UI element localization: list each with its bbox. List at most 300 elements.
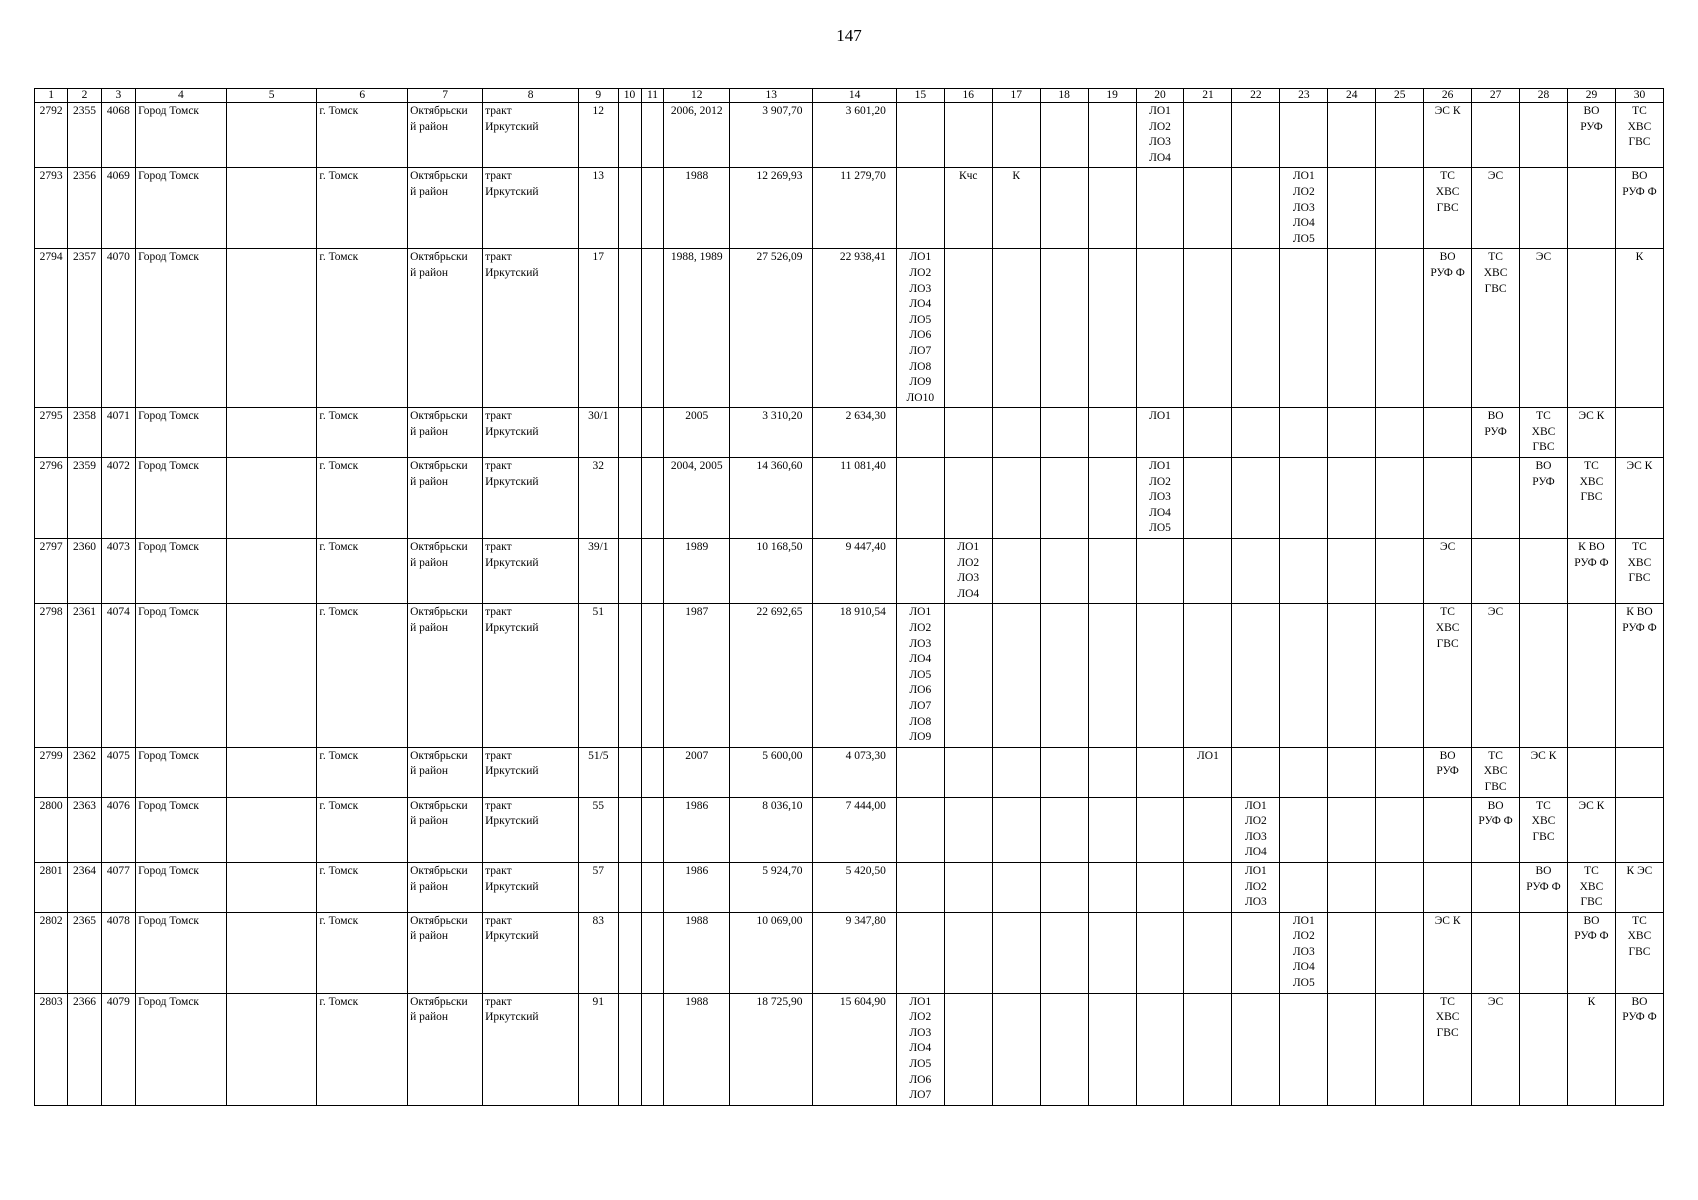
table-cell-col-16: ЛО1 ЛО2 ЛО3 ЛО4 [944, 539, 992, 604]
table-cell-col-29 [1567, 604, 1615, 747]
table-cell-col-13: 22 692,65 [730, 604, 813, 747]
table-cell-col-7: Октябрьски й район [408, 747, 483, 797]
table-cell-col-24 [1328, 747, 1376, 797]
table-cell-col-12: 1987 [664, 604, 730, 747]
table-cell-col-26: ЭС [1424, 539, 1472, 604]
table-cell-col-26: ТС ХВС ГВС [1424, 993, 1472, 1105]
table-cell-col-30: ВО РУФ Ф [1615, 993, 1663, 1105]
table-cell-col-1: 2798 [35, 604, 68, 747]
table-cell-col-8: тракт Иркутский [483, 168, 579, 249]
table-cell-col-29: ТС ХВС ГВС [1567, 458, 1615, 539]
table-cell-col-12: 1988 [664, 912, 730, 993]
table-cell-col-5 [226, 747, 317, 797]
table-cell-col-16 [944, 912, 992, 993]
table-cell-col-22 [1232, 604, 1280, 747]
table-cell-col-26: ТС ХВС ГВС [1424, 604, 1472, 747]
table-cell-col-7: Октябрьски й район [408, 168, 483, 249]
column-header-24: 24 [1328, 89, 1376, 103]
table-cell-col-24 [1328, 249, 1376, 408]
table-cell-col-7: Октябрьски й район [408, 797, 483, 862]
table-cell-col-14: 11 279,70 [813, 168, 896, 249]
table-cell-col-3: 4071 [101, 408, 135, 458]
table-cell-col-3: 4077 [101, 862, 135, 912]
table-cell-col-6: г. Томск [317, 993, 408, 1105]
table-cell-col-29 [1567, 168, 1615, 249]
table-cell-col-24 [1328, 103, 1376, 168]
table-cell-col-12: 1988, 1989 [664, 249, 730, 408]
table-cell-col-18 [1040, 604, 1088, 747]
table-cell-col-21 [1184, 408, 1232, 458]
table-cell-col-29: К ВО РУФ Ф [1567, 539, 1615, 604]
table-cell-col-13: 3 907,70 [730, 103, 813, 168]
table-cell-col-11 [641, 993, 664, 1105]
table-cell-col-19 [1088, 539, 1136, 604]
column-header-17: 17 [992, 89, 1040, 103]
table-cell-col-4: Город Томск [136, 458, 227, 539]
table-cell-col-4: Город Томск [136, 604, 227, 747]
column-header-16: 16 [944, 89, 992, 103]
table-cell-col-11 [641, 862, 664, 912]
table-cell-col-2: 2358 [68, 408, 101, 458]
table-cell-col-8: тракт Иркутский [483, 539, 579, 604]
column-header-23: 23 [1280, 89, 1328, 103]
table-cell-col-18 [1040, 862, 1088, 912]
table-cell-col-22 [1232, 539, 1280, 604]
table-cell-col-24 [1328, 797, 1376, 862]
table-cell-col-9: 32 [579, 458, 619, 539]
table-cell-col-29: ВО РУФ [1567, 103, 1615, 168]
table-cell-col-11 [641, 912, 664, 993]
column-header-20: 20 [1136, 89, 1184, 103]
table-cell-col-23 [1280, 408, 1328, 458]
table-cell-col-25 [1376, 249, 1424, 408]
column-header-7: 7 [408, 89, 483, 103]
table-cell-col-14: 5 420,50 [813, 862, 896, 912]
table-cell-col-16 [944, 797, 992, 862]
table-cell-col-13: 5 924,70 [730, 862, 813, 912]
table-cell-col-24 [1328, 539, 1376, 604]
table-cell-col-6: г. Томск [317, 912, 408, 993]
table-cell-col-19 [1088, 408, 1136, 458]
table-cell-col-24 [1328, 168, 1376, 249]
table-cell-col-23 [1280, 993, 1328, 1105]
table-cell-col-23: ЛО1 ЛО2 ЛО3 ЛО4 ЛО5 [1280, 912, 1328, 993]
table-cell-col-6: г. Томск [317, 747, 408, 797]
table-cell-col-19 [1088, 797, 1136, 862]
table-cell-col-4: Город Томск [136, 408, 227, 458]
table-row [35, 797, 1664, 862]
table-cell-col-5 [226, 103, 317, 168]
table-cell-col-2: 2366 [68, 993, 101, 1105]
table-cell-col-25 [1376, 797, 1424, 862]
table-cell-col-27: ТС ХВС ГВС [1472, 747, 1520, 797]
table-cell-col-20 [1136, 797, 1184, 862]
table-cell-col-7: Октябрьски й район [408, 539, 483, 604]
table-cell-col-9: 55 [579, 797, 619, 862]
table-cell-col-15 [896, 797, 944, 862]
table-cell-col-17 [992, 604, 1040, 747]
table-cell-col-26 [1424, 797, 1472, 862]
table-cell-col-14: 3 601,20 [813, 103, 896, 168]
table-cell-col-24 [1328, 408, 1376, 458]
table-cell-col-17 [992, 747, 1040, 797]
table-cell-col-20 [1136, 862, 1184, 912]
table-cell-col-2: 2360 [68, 539, 101, 604]
column-header-1: 1 [35, 89, 68, 103]
table-cell-col-17 [992, 797, 1040, 862]
table-cell-col-8: тракт Иркутский [483, 458, 579, 539]
table-cell-col-2: 2359 [68, 458, 101, 539]
table-cell-col-30: ЭС К [1615, 458, 1663, 539]
table-cell-col-26 [1424, 458, 1472, 539]
table-cell-col-30: К ВО РУФ Ф [1615, 604, 1663, 747]
table-cell-col-3: 4068 [101, 103, 135, 168]
table-row [35, 993, 1664, 1105]
table-cell-col-21 [1184, 912, 1232, 993]
table-cell-col-4: Город Томск [136, 862, 227, 912]
table-cell-col-4: Город Томск [136, 168, 227, 249]
page-number: 147 [836, 26, 862, 45]
table-cell-col-9: 51/5 [579, 747, 619, 797]
table-cell-col-27: ЭС [1472, 604, 1520, 747]
table-cell-col-1: 2797 [35, 539, 68, 604]
table-cell-col-26: ВО РУФ Ф [1424, 249, 1472, 408]
table-cell-col-21 [1184, 797, 1232, 862]
table-cell-col-23 [1280, 249, 1328, 408]
table-cell-col-5 [226, 458, 317, 539]
table-cell-col-30: ТС ХВС ГВС [1615, 103, 1663, 168]
table-cell-col-7: Октябрьски й район [408, 862, 483, 912]
table-cell-col-7: Октябрьски й район [408, 249, 483, 408]
table-cell-col-21 [1184, 168, 1232, 249]
table-cell-col-16 [944, 604, 992, 747]
table-cell-col-20: ЛО1 [1136, 408, 1184, 458]
table-cell-col-13: 12 269,93 [730, 168, 813, 249]
column-header-30: 30 [1615, 89, 1663, 103]
table-cell-col-12: 2005 [664, 408, 730, 458]
column-header-14: 14 [813, 89, 896, 103]
table-cell-col-8: тракт Иркутский [483, 993, 579, 1105]
table-cell-col-1: 2793 [35, 168, 68, 249]
table-cell-col-5 [226, 604, 317, 747]
table-cell-col-28: ТС ХВС ГВС [1520, 408, 1568, 458]
table-cell-col-11 [641, 458, 664, 539]
table-cell-col-12: 1986 [664, 862, 730, 912]
table-cell-col-11 [641, 408, 664, 458]
table-cell-col-5 [226, 408, 317, 458]
table-cell-col-21 [1184, 539, 1232, 604]
column-header-8: 8 [483, 89, 579, 103]
table-cell-col-27: ВО РУФ [1472, 408, 1520, 458]
table-cell-col-20 [1136, 747, 1184, 797]
table-cell-col-6: г. Томск [317, 797, 408, 862]
table-cell-col-29: К [1567, 993, 1615, 1105]
table-cell-col-30: ВО РУФ Ф [1615, 168, 1663, 249]
table-cell-col-4: Город Томск [136, 993, 227, 1105]
table-cell-col-13: 18 725,90 [730, 993, 813, 1105]
table-cell-col-26: ВО РУФ [1424, 747, 1472, 797]
table-cell-col-12: 2004, 2005 [664, 458, 730, 539]
table-cell-col-18 [1040, 458, 1088, 539]
table-cell-col-6: г. Томск [317, 539, 408, 604]
table-cell-col-21 [1184, 604, 1232, 747]
table-cell-col-18 [1040, 912, 1088, 993]
table-cell-col-26: ТС ХВС ГВС [1424, 168, 1472, 249]
table-cell-col-17 [992, 458, 1040, 539]
table-cell-col-27 [1472, 539, 1520, 604]
table-cell-col-27: ЭС [1472, 993, 1520, 1105]
table-cell-col-13: 8 036,10 [730, 797, 813, 862]
table-cell-col-6: г. Томск [317, 604, 408, 747]
table-cell-col-3: 4073 [101, 539, 135, 604]
table-cell-col-7: Октябрьски й район [408, 458, 483, 539]
table-cell-col-19 [1088, 458, 1136, 539]
table-cell-col-1: 2803 [35, 993, 68, 1105]
table-cell-col-3: 4074 [101, 604, 135, 747]
table-cell-col-10 [618, 747, 641, 797]
table-cell-col-13: 10 069,00 [730, 912, 813, 993]
table-cell-col-28 [1520, 912, 1568, 993]
table-cell-col-29 [1567, 747, 1615, 797]
table-cell-col-1: 2800 [35, 797, 68, 862]
table-cell-col-15 [896, 539, 944, 604]
column-header-3: 3 [101, 89, 135, 103]
table-cell-col-18 [1040, 103, 1088, 168]
table-cell-col-3: 4075 [101, 747, 135, 797]
table-cell-col-5 [226, 168, 317, 249]
table-cell-col-30: ТС ХВС ГВС [1615, 912, 1663, 993]
table-row [35, 862, 1664, 912]
table-cell-col-16 [944, 747, 992, 797]
table-cell-col-28 [1520, 539, 1568, 604]
table-cell-col-30 [1615, 797, 1663, 862]
table-cell-col-30: К ЭС [1615, 862, 1663, 912]
table-cell-col-29: ЭС К [1567, 408, 1615, 458]
table-cell-col-20 [1136, 249, 1184, 408]
table-cell-col-3: 4070 [101, 249, 135, 408]
column-header-21: 21 [1184, 89, 1232, 103]
table-cell-col-10 [618, 862, 641, 912]
table-cell-col-11 [641, 103, 664, 168]
table-cell-col-25 [1376, 747, 1424, 797]
table-cell-col-10 [618, 168, 641, 249]
table-cell-col-2: 2362 [68, 747, 101, 797]
table-cell-col-18 [1040, 747, 1088, 797]
table-cell-col-19 [1088, 912, 1136, 993]
table-cell-col-27: ВО РУФ Ф [1472, 797, 1520, 862]
table-cell-col-22 [1232, 747, 1280, 797]
table-cell-col-15 [896, 458, 944, 539]
column-header-19: 19 [1088, 89, 1136, 103]
table-cell-col-14: 22 938,41 [813, 249, 896, 408]
table-cell-col-26 [1424, 408, 1472, 458]
table-row [35, 458, 1664, 539]
table-cell-col-24 [1328, 862, 1376, 912]
table-cell-col-28: ВО РУФ Ф [1520, 862, 1568, 912]
column-header-18: 18 [1040, 89, 1088, 103]
table-cell-col-15 [896, 408, 944, 458]
table-cell-col-18 [1040, 539, 1088, 604]
table-cell-col-8: тракт Иркутский [483, 249, 579, 408]
table-cell-col-14: 4 073,30 [813, 747, 896, 797]
table-cell-col-20 [1136, 604, 1184, 747]
table-cell-col-8: тракт Иркутский [483, 862, 579, 912]
table-cell-col-18 [1040, 168, 1088, 249]
table-row [35, 408, 1664, 458]
table-cell-col-1: 2796 [35, 458, 68, 539]
table-cell-col-20 [1136, 168, 1184, 249]
table-cell-col-1: 2794 [35, 249, 68, 408]
table-cell-col-10 [618, 539, 641, 604]
table-cell-col-29: ВО РУФ Ф [1567, 912, 1615, 993]
table-cell-col-22 [1232, 103, 1280, 168]
table-cell-col-25 [1376, 862, 1424, 912]
table-cell-col-7: Октябрьски й район [408, 912, 483, 993]
table-cell-col-2: 2364 [68, 862, 101, 912]
table-cell-col-28 [1520, 993, 1568, 1105]
table-cell-col-13: 27 526,09 [730, 249, 813, 408]
table-cell-col-14: 18 910,54 [813, 604, 896, 747]
table-cell-col-1: 2795 [35, 408, 68, 458]
table-cell-col-23 [1280, 103, 1328, 168]
table-cell-col-10 [618, 408, 641, 458]
table-cell-col-13: 10 168,50 [730, 539, 813, 604]
table-cell-col-19 [1088, 103, 1136, 168]
table-cell-col-14: 11 081,40 [813, 458, 896, 539]
table-cell-col-28 [1520, 604, 1568, 747]
table-cell-col-20: ЛО1 ЛО2 ЛО3 ЛО4 [1136, 103, 1184, 168]
table-cell-col-11 [641, 249, 664, 408]
table-cell-col-4: Город Томск [136, 249, 227, 408]
table-cell-col-9: 57 [579, 862, 619, 912]
table-cell-col-26: ЭС К [1424, 912, 1472, 993]
table-cell-col-5 [226, 993, 317, 1105]
table-cell-col-19 [1088, 993, 1136, 1105]
table-cell-col-22 [1232, 993, 1280, 1105]
table-cell-col-16: Кчс [944, 168, 992, 249]
table-cell-col-14: 2 634,30 [813, 408, 896, 458]
column-header-28: 28 [1520, 89, 1568, 103]
table-cell-col-28: ТС ХВС ГВС [1520, 797, 1568, 862]
table-cell-col-4: Город Томск [136, 797, 227, 862]
table-cell-col-15: ЛО1 ЛО2 ЛО3 ЛО4 ЛО5 ЛО6 ЛО7 ЛО8 ЛО9 [896, 604, 944, 747]
table-cell-col-22 [1232, 912, 1280, 993]
table-cell-col-17: К [992, 168, 1040, 249]
table-cell-col-6: г. Томск [317, 408, 408, 458]
table-cell-col-8: тракт Иркутский [483, 604, 579, 747]
table-cell-col-29 [1567, 249, 1615, 408]
table-cell-col-25 [1376, 408, 1424, 458]
table-cell-col-25 [1376, 993, 1424, 1105]
table-cell-col-15 [896, 912, 944, 993]
table-cell-col-21 [1184, 249, 1232, 408]
table-cell-col-2: 2357 [68, 249, 101, 408]
table-cell-col-8: тракт Иркутский [483, 797, 579, 862]
table-cell-col-11 [641, 539, 664, 604]
table-cell-col-4: Город Томск [136, 539, 227, 604]
table-cell-col-8: тракт Иркутский [483, 747, 579, 797]
table-cell-col-28 [1520, 103, 1568, 168]
table-cell-col-8: тракт Иркутский [483, 408, 579, 458]
table-cell-col-17 [992, 539, 1040, 604]
table-cell-col-26: ЭС К [1424, 103, 1472, 168]
column-header-4: 4 [136, 89, 227, 103]
table-cell-col-3: 4076 [101, 797, 135, 862]
column-header-11: 11 [641, 89, 664, 103]
table-cell-col-10 [618, 912, 641, 993]
table-cell-col-27: ТС ХВС ГВС [1472, 249, 1520, 408]
table-cell-col-12: 1988 [664, 168, 730, 249]
table-cell-col-26 [1424, 862, 1472, 912]
table-cell-col-21 [1184, 993, 1232, 1105]
table-cell-col-25 [1376, 103, 1424, 168]
table-cell-col-21 [1184, 103, 1232, 168]
table-cell-col-1: 2801 [35, 862, 68, 912]
table-cell-col-14: 15 604,90 [813, 993, 896, 1105]
table-cell-col-17 [992, 912, 1040, 993]
table-cell-col-16 [944, 458, 992, 539]
table-cell-col-9: 83 [579, 912, 619, 993]
table-cell-col-27 [1472, 912, 1520, 993]
table-cell-col-14: 9 347,80 [813, 912, 896, 993]
table-cell-col-12: 1988 [664, 993, 730, 1105]
table-cell-col-11 [641, 747, 664, 797]
column-header-12: 12 [664, 89, 730, 103]
table-cell-col-15 [896, 168, 944, 249]
table-cell-col-13: 3 310,20 [730, 408, 813, 458]
table-cell-col-7: Октябрьски й район [408, 103, 483, 168]
table-cell-col-22 [1232, 458, 1280, 539]
table-cell-col-22: ЛО1 ЛО2 ЛО3 ЛО4 [1232, 797, 1280, 862]
table-cell-col-10 [618, 458, 641, 539]
table-cell-col-25 [1376, 912, 1424, 993]
table-cell-col-12: 2007 [664, 747, 730, 797]
table-cell-col-6: г. Томск [317, 458, 408, 539]
table-cell-col-18 [1040, 249, 1088, 408]
table-cell-col-27 [1472, 103, 1520, 168]
table-cell-col-21: ЛО1 [1184, 747, 1232, 797]
table-cell-col-18 [1040, 797, 1088, 862]
table-cell-col-10 [618, 604, 641, 747]
table-cell-col-8: тракт Иркутский [483, 103, 579, 168]
table-cell-col-15: ЛО1 ЛО2 ЛО3 ЛО4 ЛО5 ЛО6 ЛО7 [896, 993, 944, 1105]
table-cell-col-24 [1328, 604, 1376, 747]
table-cell-col-5 [226, 539, 317, 604]
table-cell-col-7: Октябрьски й район [408, 604, 483, 747]
table-row [35, 747, 1664, 797]
table-cell-col-1: 2802 [35, 912, 68, 993]
table-cell-col-20: ЛО1 ЛО2 ЛО3 ЛО4 ЛО5 [1136, 458, 1184, 539]
table-cell-col-28: ВО РУФ [1520, 458, 1568, 539]
column-header-10: 10 [618, 89, 641, 103]
column-header-6: 6 [317, 89, 408, 103]
table-cell-col-5 [226, 797, 317, 862]
table-cell-col-17 [992, 249, 1040, 408]
table-cell-col-23 [1280, 539, 1328, 604]
table-cell-col-3: 4072 [101, 458, 135, 539]
table-cell-col-13: 14 360,60 [730, 458, 813, 539]
column-header-2: 2 [68, 89, 101, 103]
table-cell-col-23 [1280, 604, 1328, 747]
table-cell-col-9: 17 [579, 249, 619, 408]
table-cell-col-9: 39/1 [579, 539, 619, 604]
table-cell-col-27: ЭС [1472, 168, 1520, 249]
table-cell-col-23: ЛО1 ЛО2 ЛО3 ЛО4 ЛО5 [1280, 168, 1328, 249]
table-cell-col-23 [1280, 862, 1328, 912]
column-header-26: 26 [1424, 89, 1472, 103]
registry-table [34, 88, 1664, 1106]
table-cell-col-21 [1184, 862, 1232, 912]
